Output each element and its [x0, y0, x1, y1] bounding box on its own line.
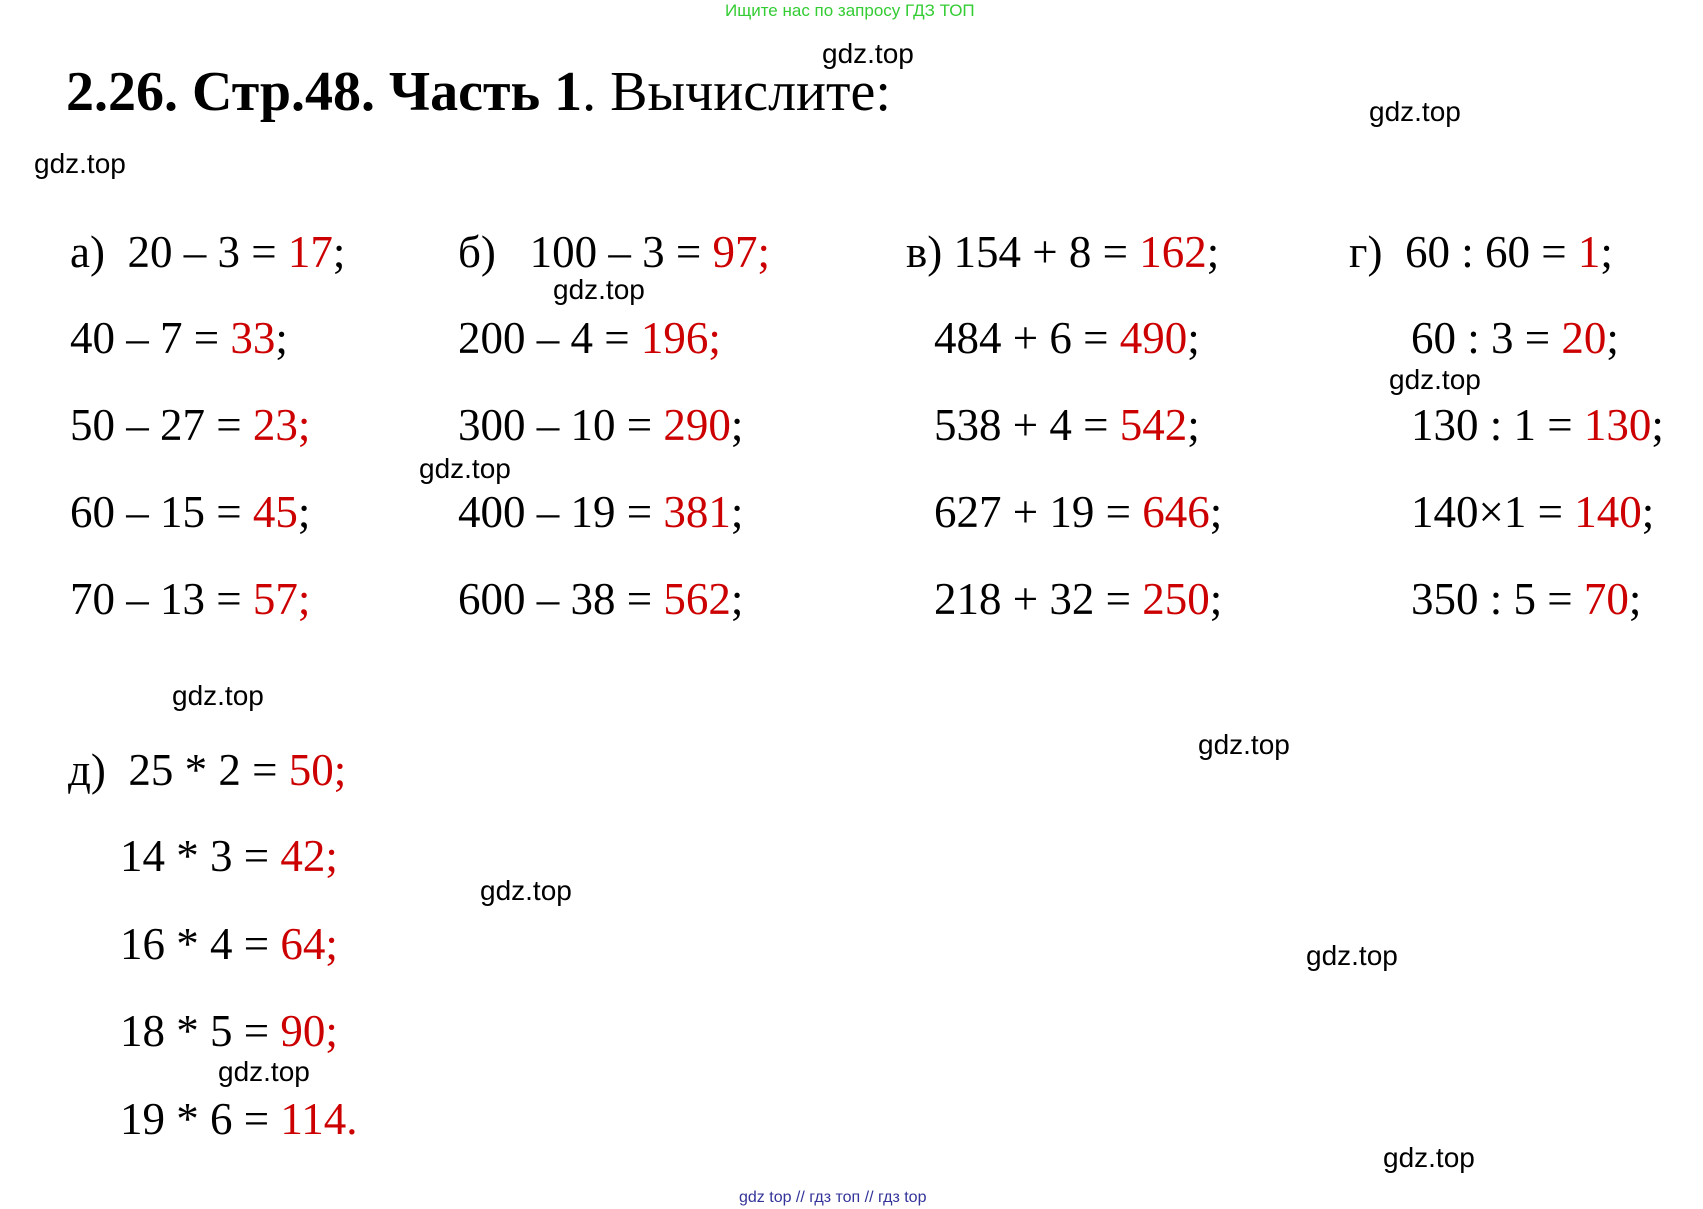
watermark: gdz.top [419, 453, 511, 484]
watermark: gdz.top [172, 680, 264, 711]
column-label-g: г) [1349, 227, 1383, 277]
expression: 20 – 3 = [127, 227, 277, 277]
punct: ; [1628, 574, 1642, 624]
answer: 646 [1142, 487, 1210, 537]
answer: 562 [663, 574, 731, 624]
title-regular: . Вычислите: [582, 61, 891, 123]
expression: 130 : 1 = [1411, 400, 1573, 450]
expression: 18 * 5 = [120, 1006, 270, 1056]
answer: 162 [1139, 227, 1207, 277]
equation-a-4 [70, 487, 311, 537]
watermark: gdz.top [1383, 1142, 1475, 1173]
equation-g-5 [1411, 574, 1642, 624]
answer: 64; [280, 919, 338, 969]
expression: 14 * 3 = [120, 831, 270, 881]
watermark: gdz.top [1369, 96, 1461, 127]
answer: 45 [252, 487, 298, 537]
expression: 484 + 6 = [934, 313, 1109, 363]
punct: ; [297, 487, 311, 537]
equation-a-3 [70, 400, 311, 450]
equation-b-3 [458, 400, 744, 450]
punct: ; [332, 227, 346, 277]
expression: 60 : 3 = [1411, 313, 1551, 363]
answer: 290 [663, 400, 731, 450]
punct: ; [730, 400, 744, 450]
watermark: gdz.top [553, 274, 645, 305]
punct: ; [275, 313, 288, 363]
answer: 114. [280, 1094, 358, 1144]
answer: 130 [1583, 400, 1652, 450]
answer: 542 [1119, 400, 1188, 450]
answer: 250 [1142, 574, 1210, 624]
page-title [66, 60, 891, 124]
column-label-v: в) [906, 227, 943, 277]
equation-b-1 [458, 227, 771, 277]
expression: 300 – 10 = [458, 400, 653, 450]
expression: 40 – 7 = [70, 313, 220, 363]
expression: 16 * 4 = [120, 919, 270, 969]
watermark: gdz.top [34, 148, 126, 179]
expression: 600 – 38 = [458, 574, 653, 624]
equation-b-5 [458, 574, 744, 624]
answer: 196; [640, 313, 721, 363]
expression: 50 – 27 = [70, 400, 242, 450]
punct: ; [1187, 400, 1200, 450]
watermark: gdz.top [218, 1056, 310, 1087]
column-label-a: а) [70, 227, 105, 277]
watermark: gdz.top [1389, 364, 1481, 395]
punct: ; [730, 487, 744, 537]
footer-links: gdz top // гдз топ // гдз top [739, 1189, 927, 1206]
equation-v-3 [934, 400, 1200, 450]
punct: ; [1600, 227, 1613, 277]
answer: 50; [288, 745, 347, 795]
answer: 33 [230, 313, 276, 363]
equation-g-4 [1411, 487, 1655, 537]
punct: ; [1206, 227, 1220, 277]
answer: 97; [712, 227, 771, 277]
equation-b-2 [458, 313, 721, 363]
equation-d-2 [120, 831, 338, 881]
punct: ; [1209, 487, 1223, 537]
punct: ; [1209, 574, 1223, 624]
equation-a-5 [70, 574, 311, 624]
answer: 57; [252, 574, 311, 624]
equation-b-4 [458, 487, 744, 537]
expression: 218 + 32 = [934, 574, 1132, 624]
expression: 19 * 6 = [120, 1094, 270, 1144]
title-bold: 2.26. Стр.48. Часть 1 [66, 61, 583, 123]
answer: 381 [663, 487, 731, 537]
answer: 140 [1574, 487, 1642, 537]
expression: 60 : 60 = [1404, 227, 1567, 277]
answer: 20 [1561, 313, 1607, 363]
equation-g-2 [1411, 313, 1619, 363]
equation-v-5 [934, 574, 1223, 624]
expression: 538 + 4 = [934, 400, 1109, 450]
equation-d-4 [120, 1006, 338, 1056]
expression: 400 – 19 = [458, 487, 653, 537]
watermark: gdz.top [480, 875, 572, 906]
answer: 1 [1577, 227, 1601, 277]
expression: 60 – 15 = [70, 487, 242, 537]
equation-d-3 [120, 919, 338, 969]
answer: 70 [1583, 574, 1629, 624]
watermark: gdz.top [1198, 729, 1290, 760]
equation-g-1 [1349, 227, 1613, 277]
answer: 42; [280, 831, 338, 881]
punct: ; [1651, 400, 1664, 450]
expression: 154 + 8 = [953, 227, 1128, 277]
answer: 17 [287, 227, 333, 277]
equation-d-1 [68, 745, 347, 795]
watermark: gdz.top [1306, 940, 1398, 971]
expression: 350 : 5 = [1411, 574, 1573, 624]
equation-a-2 [70, 313, 288, 363]
answer: 490 [1119, 313, 1188, 363]
equation-g-3 [1411, 400, 1664, 450]
expression: 140×1 = [1411, 487, 1564, 537]
expression: 627 + 19 = [934, 487, 1132, 537]
answer: 23; [252, 400, 311, 450]
equation-v-1 [906, 227, 1220, 277]
equation-d-5 [120, 1094, 358, 1144]
expression: 70 – 13 = [70, 574, 242, 624]
column-label-b: б) [458, 227, 496, 277]
expression: 200 – 4 = [458, 313, 630, 363]
equation-v-4 [934, 487, 1223, 537]
watermark: gdz.top [822, 38, 914, 69]
answer: 90; [280, 1006, 338, 1056]
expression: 25 * 2 = [128, 745, 278, 795]
punct: ; [1641, 487, 1655, 537]
search-hint: Ищите нас по запросу ГДЗ ТОП [725, 1, 975, 20]
column-label-d: д) [68, 745, 106, 795]
punct: ; [730, 574, 744, 624]
punct: ; [1187, 313, 1200, 363]
equation-v-2 [934, 313, 1200, 363]
punct: ; [1606, 313, 1619, 363]
expression: 100 – 3 = [529, 227, 702, 277]
equation-a-1 [70, 227, 346, 277]
